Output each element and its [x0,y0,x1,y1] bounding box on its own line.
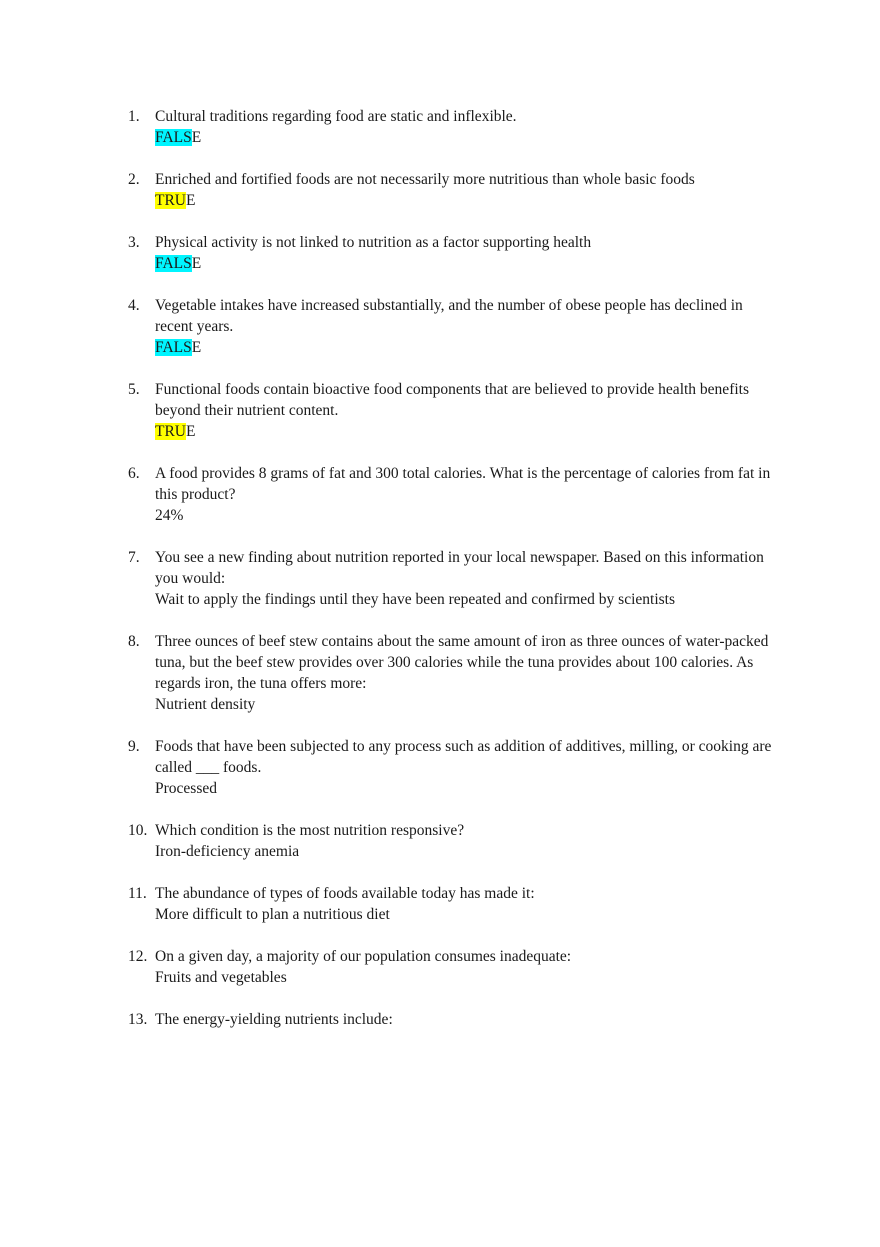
question-answer: Fruits and vegetables [155,969,287,986]
answer-highlight: TRU [155,423,186,440]
question-item [128,295,778,358]
question-answer: Processed [155,780,217,797]
question-number: 11. [128,885,147,902]
question-number: 9. [128,738,140,755]
question-number: 8. [128,633,140,650]
answer-highlight: TRU [155,192,186,209]
question-text: Which condition is the most nutrition responsive? [155,822,465,839]
question-text: Three ounces of beef stew contains about the same amount of iron as three ounces of water-packed tuna, but the beef stew provides over 300 calories while the tuna provides about 100 calories. As regards iron, the tuna offers more: [155,633,769,692]
question-number: 2. [128,171,140,188]
answer-rest: E [186,192,196,209]
question-item [128,820,778,862]
question-number: 7. [128,549,140,566]
question-text: Cultural traditions regarding food are static and inflexible. [155,108,517,125]
question-text: Foods that have been subjected to any process such as addition of additives, milling, or cooking are called ___ foods. [155,738,772,776]
question-text: Enriched and fortified foods are not necessarily more nutritious than whole basic foods [155,171,695,188]
question-number: 6. [128,465,140,482]
question-text: The energy-yielding nutrients include: [155,1011,393,1028]
question-number: 5. [128,381,140,398]
question-text: Physical activity is not linked to nutrition as a factor supporting health [155,234,592,251]
question-text: On a given day, a majority of our population consumes inadequate: [155,948,572,965]
question-answer: 24% [155,507,184,524]
question-answer [155,337,778,358]
question-item [128,463,778,526]
answer-highlight: FALS [155,255,192,272]
question-number: 12. [128,948,148,965]
question-item [128,736,778,799]
question-number: 10. [128,822,148,839]
answer-rest: E [191,255,202,272]
question-item [128,106,778,148]
question-answer [155,127,778,148]
answer-rest: E [191,129,202,146]
question-item [128,1009,778,1030]
answer-highlight: FALS [155,129,192,146]
question-answer: Iron-deficiency anemia [155,843,300,860]
question-number: 13. [128,1011,148,1028]
question-answer: Nutrient density [155,696,256,713]
question-item [128,946,778,988]
question-number: 4. [128,297,140,314]
answer-highlight: FALS [155,339,192,356]
question-item [128,169,778,211]
question-item [128,379,778,442]
question-text: Vegetable intakes have increased substantially, and the number of obese people has declined in recent years. [155,297,743,335]
question-item [128,547,778,610]
question-item [128,232,778,274]
question-list [128,106,778,1051]
question-item [128,631,778,715]
question-text: The abundance of types of foods available today has made it: [155,885,535,902]
answer-rest: E [191,339,202,356]
question-text: Functional foods contain bioactive food components that are believed to provide health benefits beyond their nutrient content. [155,381,749,419]
question-number: 3. [128,234,140,251]
question-answer: Wait to apply the findings until they have been repeated and confirmed by scientists [155,591,676,608]
question-number: 1. [128,108,140,125]
question-text: A food provides 8 grams of fat and 300 total calories. What is the percentage of calories from fat in this product? [155,465,771,503]
question-answer: More difficult to plan a nutritious diet [155,906,390,923]
answer-rest: E [186,423,196,440]
question-answer [155,253,778,274]
question-answer [155,421,778,442]
question-item [128,883,778,925]
question-text: You see a new finding about nutrition reported in your local newspaper. Based on this information you would: [155,549,764,587]
question-answer [155,190,778,211]
